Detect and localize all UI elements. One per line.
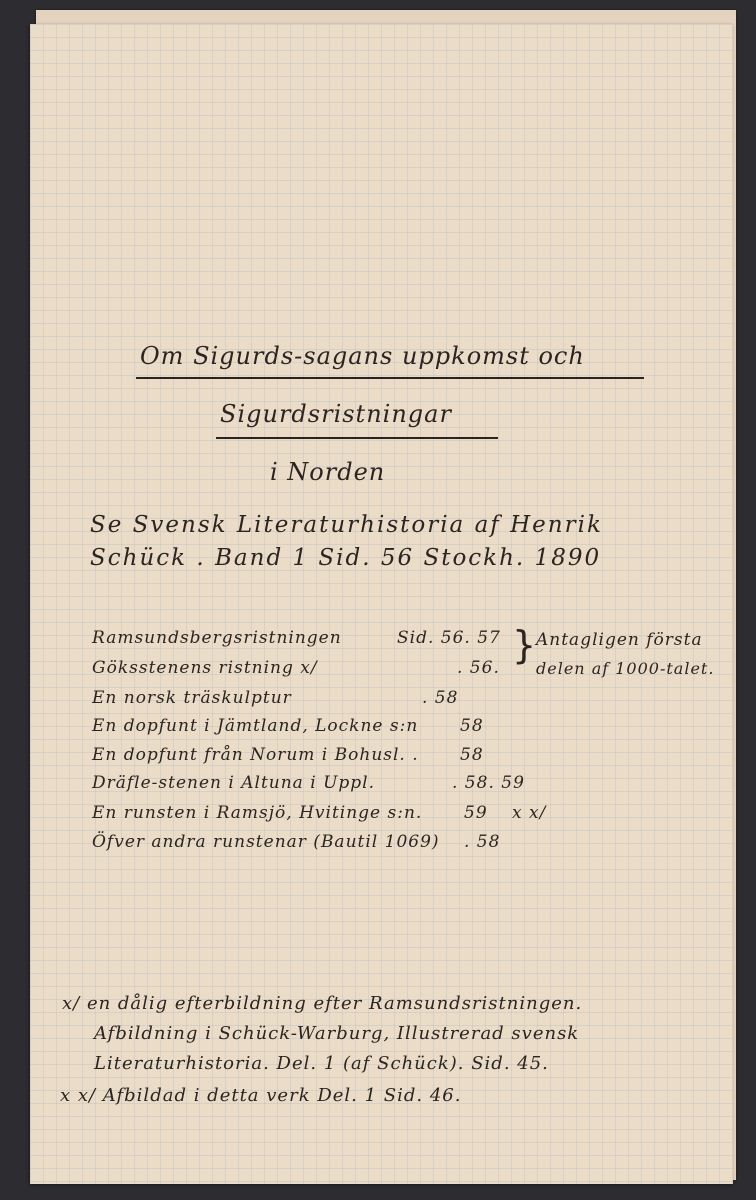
entry-text: Öfver andra runstenar (Bautil 1069) bbox=[92, 832, 440, 852]
entry-page: . 58 bbox=[422, 688, 459, 708]
title-line-1: Om Sigurds-sagans uppkomst och bbox=[140, 342, 585, 370]
entry-text: Dräfle-stenen i Altuna i Uppl. bbox=[92, 773, 375, 793]
entry-text: En dopfunt i Jämtland, Lockne s:n bbox=[92, 716, 419, 736]
entry-text: Ramsundsbergsristningen bbox=[92, 628, 342, 648]
entry-text: En dopfunt från Norum i Bohusl. . bbox=[92, 745, 419, 765]
title-underline-1 bbox=[136, 377, 644, 379]
brace-mark: } bbox=[512, 623, 537, 667]
footnote-line-4: x x/ Afbildad i detta verk Del. 1 Sid. 46. bbox=[60, 1085, 462, 1106]
footnote-line-1: x/ en dålig efterbildning efter Ramsundsristningen. bbox=[62, 993, 583, 1014]
title-line-3: i Norden bbox=[270, 458, 386, 486]
entry-page: 58 bbox=[460, 716, 484, 736]
reference-line-2: Schück . Band 1 Sid. 56 Stockh. 1890 bbox=[90, 545, 602, 571]
entry-page: . 58 bbox=[464, 832, 501, 852]
entry-page: 58 bbox=[460, 745, 484, 765]
entry-footnote-mark: x x/ bbox=[512, 803, 547, 823]
entry-page: . 58. 59 bbox=[452, 773, 525, 793]
entry-page: 59 bbox=[464, 803, 488, 823]
side-note-line-2: delen af 1000-talet. bbox=[536, 659, 715, 678]
title-line-2: Sigurdsristningar bbox=[220, 400, 452, 428]
entry-text: En runsten i Ramsjö, Hvitinge s:n. bbox=[92, 803, 423, 823]
entry-text: Göksstenens ristning x/ bbox=[92, 658, 318, 678]
side-note-line-1: Antagligen första bbox=[536, 630, 703, 650]
title-underline-2 bbox=[216, 437, 498, 439]
footnote-line-2: Afbildning i Schück-Warburg, Illustrerad svensk bbox=[94, 1023, 580, 1044]
entry-page: Sid. 56. 57 bbox=[397, 628, 501, 648]
entry-text: En norsk träskulptur bbox=[92, 688, 292, 708]
reference-line-1: Se Svensk Literaturhistoria af Henrik bbox=[90, 512, 603, 538]
entry-page: . 56. bbox=[457, 658, 500, 678]
footnote-line-3: Literaturhistoria. Del. 1 (af Schück). Sid. 45. bbox=[94, 1053, 549, 1074]
